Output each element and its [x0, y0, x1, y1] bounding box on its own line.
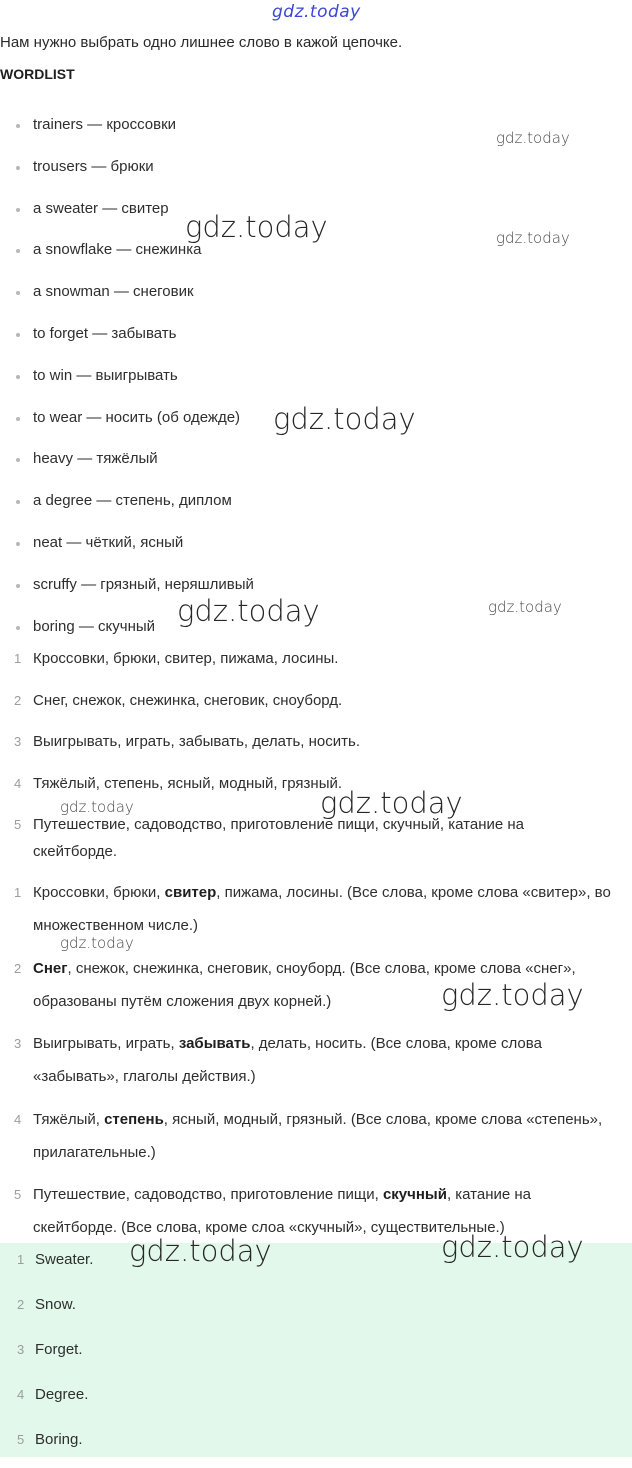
answer-item: [0, 1378, 632, 1423]
bullet-icon: [16, 417, 20, 421]
wordlist-item: [0, 524, 632, 566]
odd-word: степень: [104, 1110, 164, 1128]
question-item: [0, 687, 632, 714]
item-number: 4: [14, 775, 22, 791]
item-number: 4: [17, 1387, 25, 1402]
watermark: gdz.today: [60, 798, 134, 816]
bullet-icon: [16, 626, 20, 630]
wordlist-text: boring — скучный: [33, 617, 156, 635]
intro-text: Нам нужно выбрать одно лишнее слово в кажой цепочке.: [0, 34, 403, 51]
odd-word: Снег: [33, 959, 68, 977]
odd-word: свитер: [164, 884, 217, 901]
answer-text: Snow.: [35, 1296, 76, 1313]
wordlist-text: to forget — забывать: [33, 324, 177, 342]
wordlist-title: WORDLIST: [0, 66, 75, 82]
explanation-before: Путешествие, садоводство, приготовление пищи,: [33, 1186, 383, 1204]
wordlist-text: a snowflake — снежинка: [33, 241, 202, 259]
explanation-after: , снежок, снежинка, снеговик, сноуборд. (Все слова, кроме слова «снег», образованы путём сложения двух корней.): [33, 959, 576, 1010]
explanation-after: , катание на скейтборде. (Все слова, кроме слоа «скучный», существительные.): [33, 1186, 532, 1237]
question-item: [0, 811, 632, 865]
explanation-text: [33, 1027, 632, 1093]
item-number: 3: [14, 1036, 22, 1052]
item-number: 3: [17, 1342, 25, 1357]
question-item: [0, 645, 632, 672]
odd-word: скучный: [382, 1186, 447, 1204]
bullet-icon: [16, 584, 20, 588]
watermark: gdz.today: [441, 978, 584, 1012]
wordlist: [0, 106, 632, 649]
explanation-before: Кроссовки, брюки,: [33, 884, 165, 901]
question-text: Снег, снежок, снежинка, снеговик, сноуборд.: [33, 691, 343, 709]
explanation-item: [0, 876, 632, 942]
wordlist-text: trainers — кроссовки: [33, 116, 177, 133]
watermark: gdz.today: [441, 1230, 584, 1264]
item-number: 5: [14, 1187, 22, 1203]
bullet-icon: [16, 375, 20, 379]
explanation-text: [33, 876, 632, 942]
explanation-text: [33, 1103, 632, 1169]
bullet-icon: [16, 208, 20, 212]
wordlist-text: a snowman — снеговик: [33, 283, 194, 301]
bullet-icon: [16, 333, 20, 337]
answer-list: [0, 1243, 632, 1468]
question-text: Тяжёлый, степень, ясный, модный, грязный.: [33, 774, 343, 792]
explanation-after: , пижама, лосины. (Все слова, кроме слова «свитер», во множественном числе.): [33, 884, 611, 934]
answer-text: Degree.: [35, 1386, 89, 1403]
answer-item: [0, 1288, 632, 1333]
bullet-icon: [16, 542, 20, 546]
item-number: 1: [14, 651, 22, 666]
watermark: gdz.today: [177, 594, 320, 628]
wordlist-text: trousers — брюки: [33, 157, 154, 175]
wordlist-text: a sweater — свитер: [33, 199, 169, 217]
watermark: gdz.today: [129, 1234, 272, 1268]
answer-box: [0, 1243, 632, 1457]
answer-item: [0, 1333, 632, 1378]
item-number: 5: [17, 1432, 25, 1447]
wordlist-item: [0, 315, 632, 357]
wordlist-item: [0, 482, 632, 524]
question-list: [0, 645, 632, 880]
question-text: Выигрывать, играть, забывать, делать, носить.: [33, 733, 360, 751]
site-logo[interactable]: gdz.today: [272, 2, 361, 22]
answer-text: Sweater.: [35, 1251, 94, 1268]
odd-word: забывать: [178, 1035, 251, 1053]
answer-text: Boring.: [35, 1431, 83, 1448]
wordlist-item: [0, 273, 632, 315]
watermark: gdz.today: [273, 402, 416, 436]
wordlist-text: scruffy — грязный, неряшливый: [33, 575, 254, 593]
watermark: gdz.today: [488, 598, 562, 616]
bullet-icon: [16, 166, 20, 170]
bullet-icon: [16, 249, 20, 253]
item-number: 1: [17, 1252, 25, 1267]
wordlist-text: heavy — тяжёлый: [33, 450, 158, 468]
explanation-before: Тяжёлый,: [33, 1110, 105, 1128]
question-text: Кроссовки, брюки, свитер, пижама, лосины.: [33, 650, 339, 667]
explanation-after: , делать, носить. (Все слова, кроме слова «забывать», глаголы действия.): [33, 1035, 542, 1086]
answer-text: Forget.: [35, 1341, 83, 1358]
wordlist-text: to wear — носить (об одежде): [33, 408, 241, 426]
item-number: 2: [14, 692, 22, 708]
item-number: 2: [14, 960, 22, 976]
item-number: 2: [17, 1297, 25, 1312]
explanation-before: Выигрывать, играть,: [33, 1035, 179, 1053]
bullet-icon: [16, 458, 20, 462]
wordlist-item: [0, 440, 632, 482]
watermark: gdz.today: [496, 129, 570, 147]
watermark: gdz.today: [60, 934, 134, 952]
question-item: [0, 770, 632, 797]
item-number: 5: [14, 817, 22, 833]
explanation-list: [0, 876, 632, 1254]
explanation-item: [0, 1027, 632, 1093]
wordlist-text: a degree — степень, диплом: [33, 492, 232, 510]
wordlist-text: to win — выигрывать: [33, 366, 178, 384]
question-item: [0, 728, 632, 755]
bullet-icon: [16, 500, 20, 504]
item-number: 4: [14, 1111, 22, 1127]
answer-item: [0, 1423, 632, 1468]
wordlist-item: [0, 148, 632, 190]
wordlist-text: neat — чёткий, ясный: [33, 533, 184, 551]
explanation-item: [0, 1103, 632, 1169]
item-number: 3: [14, 734, 22, 750]
bullet-icon: [16, 291, 20, 295]
watermark: gdz.today: [320, 786, 463, 820]
item-number: 1: [14, 885, 22, 900]
question-text: Путешествие, садоводство, приготовление пищи, скучный, катание на скейтборде.: [33, 816, 525, 861]
wordlist-item: [0, 357, 632, 399]
watermark: gdz.today: [185, 210, 328, 244]
watermark: gdz.today: [496, 229, 570, 247]
bullet-icon: [16, 124, 20, 128]
explanation-after: , ясный, модный, грязный. (Все слова, кроме слова «степень», прилагательные.): [33, 1110, 603, 1161]
